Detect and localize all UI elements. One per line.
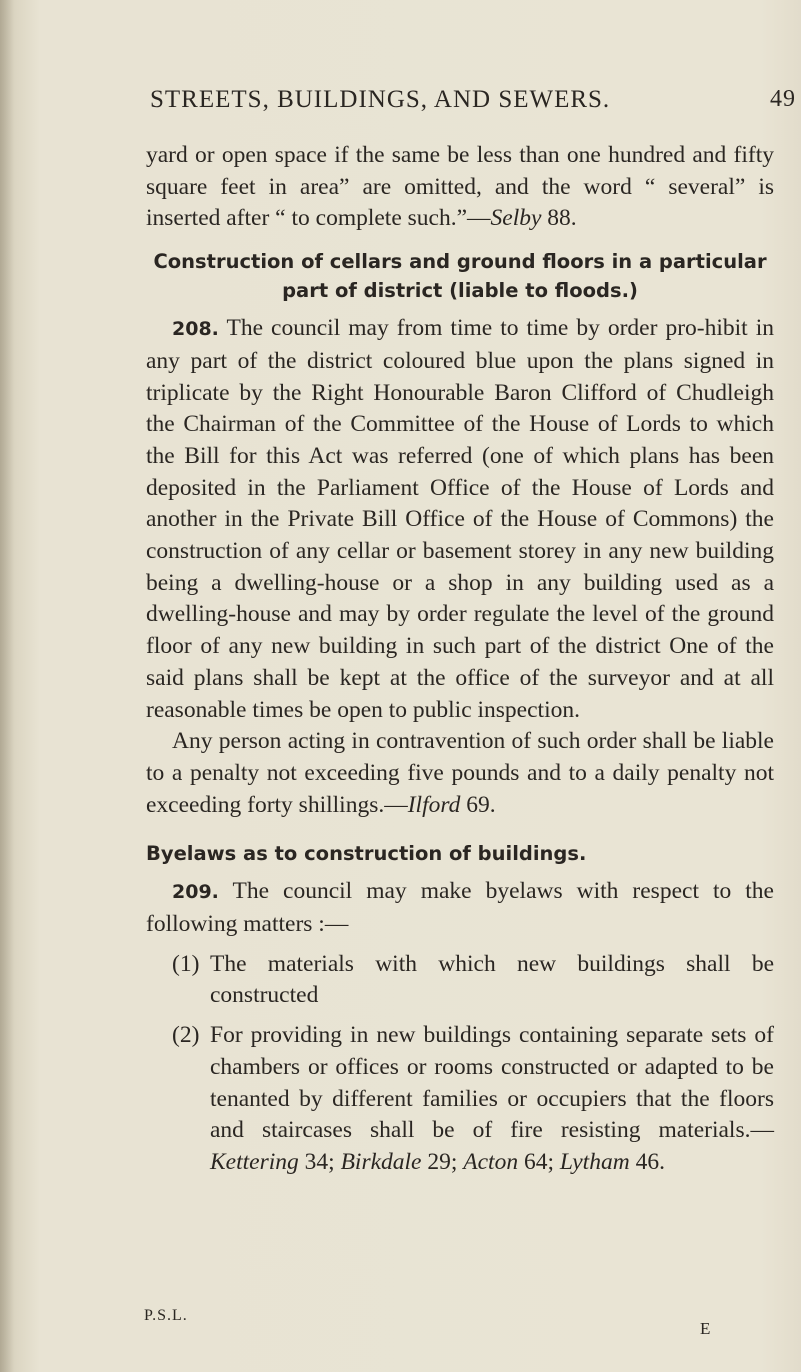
continuation-text: yard or open space if the same be less than one hundred and fifty square feet in area” are omitted, and the word “ several” is inserted after “ to complete such.”— <box>146 142 774 232</box>
spine-shadow <box>0 0 14 1372</box>
section-208-number: 208. <box>172 318 219 341</box>
section-208-heading: Construction of cellars and ground floors in a particular part of district (liable to floods.) <box>153 250 767 303</box>
list-item <box>146 1020 774 1179</box>
signature-letter: E <box>700 1319 712 1338</box>
section-208-penalty <box>146 726 774 821</box>
list-item <box>146 949 774 1012</box>
citation-lytham: Lytham <box>559 1148 630 1175</box>
citation-selby-number: 88. <box>541 205 577 232</box>
citation-kettering: Kettering <box>210 1148 299 1175</box>
section-209-number: 209. <box>172 881 219 904</box>
citation-ilford-number: 69. <box>460 791 496 818</box>
text-block <box>146 140 774 1179</box>
list-item-body: For providing in new buildings containing separate sets of chambers or offices or rooms constructed or adapted to be tenanted by different families or occupiers that the floors and staircases shall be of fire resisting materials.— <box>210 1022 774 1144</box>
section-209-paragraph <box>146 876 774 940</box>
section-209-heading: Byelaws as to construction of buildings. <box>146 842 587 866</box>
continuation-paragraph <box>146 140 774 235</box>
list-item-number: (2) <box>172 1022 200 1049</box>
section-208-paragraph <box>146 313 774 726</box>
citation-kettering-number: 34; <box>298 1148 341 1175</box>
penalty-text: Any person acting in contravention of such order shall be liable to a penalty not exceeding five pounds and to a daily penalty not exceeding forty shillings.— <box>146 728 774 818</box>
list-item-number: (1) <box>172 950 200 977</box>
citation-acton-number: 64; <box>518 1148 560 1175</box>
citation-birkdale-number: 29; <box>421 1148 464 1175</box>
running-title: STREETS, BUILDINGS, AND SEWERS. <box>150 86 611 113</box>
list-item-text <box>210 1020 774 1179</box>
section-209-body: The council may make byelaws with respect to the following matters :— <box>146 878 774 938</box>
list-item-text: The materials with which new buildings shall be constructed <box>210 950 774 1009</box>
section-208-body: The council may from time to time by order pro-hibit in any part of the district coloured blue upon the plans signed in triplicate by the Right Honourable Baron Clifford of Chudleigh the Chairman of the Committee of the House of Lords to which the Bill for this Act was referred (one of which plans has been deposited in the Parliament Office of the House of Lords and another in the Private Bill Office of the House of Commons) the construction of any cellar or basement storey in any new building being a dwelling-house or a shop in any building used as a dwelling-house and may by order regulate the level of the ground floor of any new building in such part of the district One of the said plans shall be kept at the office of the surveyor and at all reasonable times be open to public inspection. <box>146 315 774 723</box>
signature-mark: P.S.L. <box>144 1307 188 1324</box>
citation-birkdale: Birkdale <box>340 1148 422 1175</box>
citation-selby: Selby <box>490 205 542 232</box>
citation-acton: Acton <box>463 1148 519 1175</box>
citation-ilford: Ilford <box>407 791 461 818</box>
page-number: 49 <box>770 86 796 112</box>
citation-lytham-number: 46. <box>629 1148 665 1175</box>
